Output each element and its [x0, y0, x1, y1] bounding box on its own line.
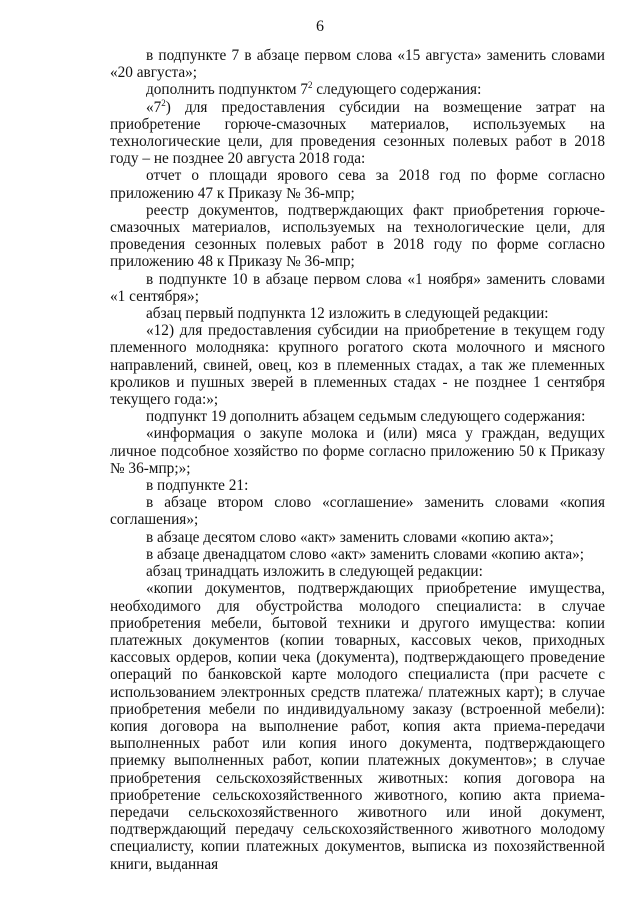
paragraph: подпункт 19 дополнить абзацем седьмым следующего содержания:	[146, 408, 586, 426]
paragraph: «12) для предоставления субсидии на приобретение в текущем году племенного молодняка: крупного рогатого скота молочного и мясного направлений, свиней, овец, коз в племенных стадах, а так же племенных кроликов и пушных зверей в племенных стадах - не позднее 1 сентября текущего года:»;	[110, 322, 605, 409]
page-number: 6	[316, 18, 324, 35]
superscript: 2	[161, 97, 166, 108]
paragraph-text: ) для предоставления субсидии на возмещение затрат на приобретение горюче-смазочных материалов, используемых на технологические цели, для проведения сезонных полевых работ в 2018 году – не позднее 20 августа 2018 года:	[110, 98, 605, 168]
paragraph: в подпункте 10 в абзаце первом слова «1 ноября» заменить словами «1 сентября»;	[110, 270, 605, 305]
paragraph: абзац тринадцать изложить в следующей редакции:	[146, 563, 483, 581]
paragraph: в абзаце двенадцатом слово «акт» заменить словами «копию акта»;	[146, 545, 585, 563]
paragraph: отчет о площади ярового сева за 2018 год по форме согласно приложению 47 к Приказу № 36-мпр;	[110, 167, 605, 202]
paragraph: абзац первый подпункта 12 изложить в следующей редакции:	[146, 305, 549, 323]
superscript: 2	[307, 80, 313, 91]
document-body	[110, 47, 605, 873]
paragraph: реестр документов, подтверждающих факт приобретения горюче-смазочных материалов, используемых на технологические цели, для проведения сезонных полевых работ в 2018 году по форме согласно приложению 48 к Приказу № 36-мпр;	[110, 201, 605, 271]
paragraph: в абзаце втором слово «соглашение» заменить словами «копия соглашения»;	[110, 494, 605, 529]
paragraph: «информация о закупе молока и (или) мяса у граждан, ведущих личное подсобное хозяйство по форме согласно приложению 50 к Приказу № 36-мпр;»;	[110, 425, 605, 477]
paragraph-text: дополнить подпунктом 7	[146, 81, 308, 99]
paragraph-text: «7	[146, 98, 162, 116]
paragraph-text: следующего содержания:	[312, 81, 482, 99]
paragraph: в подпункте 21:	[146, 477, 249, 495]
paragraph: в подпункте 7 в абзаце первом слова «15 августа» заменить словами «20 августа»;	[110, 47, 605, 82]
paragraph: в абзаце десятом слово «акт» заменить словами «копию акта»;	[146, 528, 554, 546]
paragraph	[110, 99, 605, 168]
paragraph: «копии документов, подтверждающих приобретение имущества, необходимого для обустройства молодого специалиста: в случае приобретения мебели, бытовой техники и другого имущества: копии платежных документов (копии товарных, кассовых чеков, приходных кассовых ордеров, копии чека (документа), подтверждающего проведение операций по банковской карте молодого специалиста (при расчете с использованием электронных средств платежа/ платежных карт); в случае приобретения мебели по индивидуальному заказу (встроенной мебели): копия договора на выполнение работ, копия акта приема-передачи выполненных работ или копия иного документа, подтверждающего приемку выполненных работ, копии платежных документов»; в случае приобретения сельскохозяйственных животных: копия договора на приобретение сельскохозяйственного животного, копию акта приема-передачи сельскохозяйственного животного или иной документ, подтверждающий передачу сельскохозяйственного животного молодому специалисту, копии платежных документов, выписка из похозяйственной книги, выданная	[110, 580, 605, 873]
paragraph	[110, 81, 605, 98]
